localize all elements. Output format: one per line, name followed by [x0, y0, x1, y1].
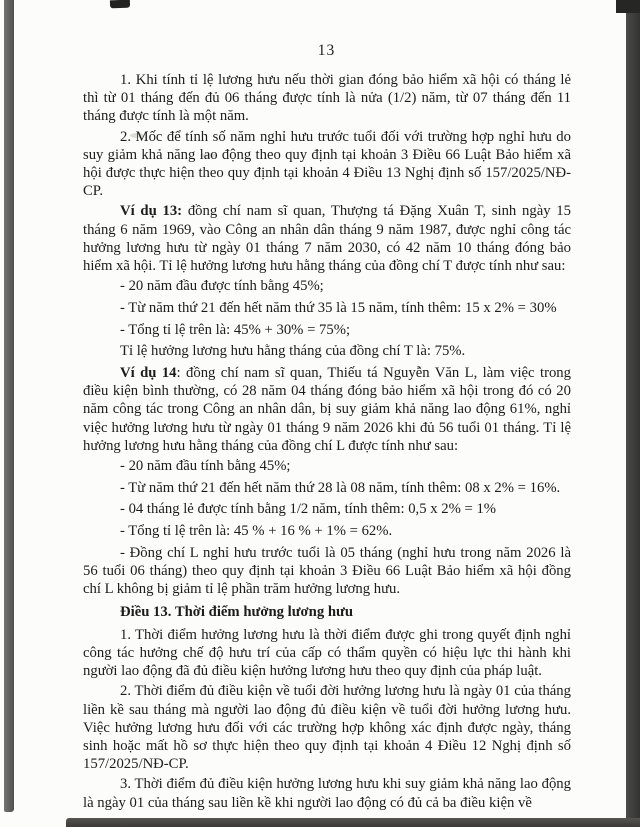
- scan-mark-top-right: [616, 0, 640, 13]
- paragraph-early-retirement-note-l: - Đồng chí L nghỉ hưu trước tuổi là 05 tháng (nghỉ hưu trong năm 2026 là 56 tuổi 06 tháng) theo quy định tại khoản 3 Điều 66 Luật Bảo hiểm xã hội đồng chí L không bị giảm tỉ lệ phần trăm hưởng lương hưu.: [83, 544, 571, 598]
- calc-line-total-rate-t: - Tổng tỉ lệ trên là: 45% + 30% = 75%;: [120, 321, 351, 338]
- scan-mark-top-left: [110, 0, 130, 8]
- paragraph-article13-clause-2: 2. Thời điểm đủ điều kiện về tuổi đời hưởng lương hưu là ngày 01 của tháng liền kề sau tháng mà người lao động đủ điều kiện về tuổi đời hưởng lương hưu. Việc hưởng lương hưu đối với các trường hợp không xác định được ngày, tháng sinh hoặc mất hồ sơ thực hiện theo quy định tại khoản 4 Điều 12 Nghị định số 157/2025/NĐ-CP.: [83, 683, 571, 773]
- calc-line-odd-months-l: - 04 tháng lẻ được tính bằng 1/2 năm, tính thêm: 0,5 x 2% = 1%: [120, 501, 497, 518]
- calc-line-first-20-years-t: - 20 năm đầu được tính bằng 45%;: [120, 278, 324, 295]
- example-14-text: : đồng chí nam sĩ quan, Thiếu tá Nguyễn Văn L, làm việc trong điều kiện bình thường, có 28 năm 04 tháng đóng bảo hiểm xã hội trong đó có 20 năm công tác trong Công an nhân dân, bị suy giảm khả năng lao động 61%, nghỉ việc hưởng lương hưu từ ngày 01 tháng 9 năm 2026 khi đủ 56 tuổi 01 tháng. Tỉ lệ hưởng lương hưu hằng tháng của đồng chí L được tính như sau:: [83, 365, 571, 454]
- page-number: 13: [317, 42, 336, 59]
- scan-edge-right: [626, 6, 640, 827]
- example-13-text: đồng chí nam sĩ quan, Thượng tá Đặng Xuân T, sinh ngày 15 tháng 6 năm 1969, vào Công an nhân dân tháng 9 năm 1987, được nghỉ công tác hưởng lương hưu từ ngày 01 tháng 7 năm 2030, có 42 năm 10 tháng đóng bảo hiểm xã hội. Tỉ lệ hưởng lương hưu hằng tháng của đồng chí T được tính như sau:: [83, 203, 571, 275]
- calc-line-years-21-28-l: - Từ năm thứ 21 đến hết năm thứ 28 là 08 năm, tính thêm: 08 x 2% = 16%.: [120, 479, 561, 496]
- calc-line-total-rate-l: - Tổng tỉ lệ trên là: 45 % + 16 % + 1% = 62%.: [120, 523, 393, 540]
- paragraph-month-rounding-rule: 1. Khi tính tỉ lệ lương hưu nếu thời gian đóng bảo hiểm xã hội có tháng lẻ thì từ 01 tháng đến đủ 06 tháng được tính là nửa (1/2) năm, từ 07 tháng đến 11 tháng được tính là một năm.: [83, 72, 571, 125]
- document-body: [83, 71, 571, 814]
- example-13-paragraph: [83, 202, 571, 275]
- paragraph-article13-clause-1: 1. Thời điểm hưởng lương hưu là thời điểm được ghi trong quyết định nghỉ công tác hưởng chế độ hưu trí của cấp có thẩm quyền có hiệu lực thi hành khi người lao động đã đủ điều kiện hưởng lương hưu theo quy định của pháp luật.: [83, 626, 571, 680]
- paragraph-article13-clause-3: 3. Thời điểm đủ điều kiện hưởng lương hưu khi suy giảm khả năng lao động là ngày 01 của tháng sau liền kề khi người lao động có đủ cả ba điều kiện về: [83, 776, 571, 811]
- article-13-heading: Điều 13. Thời điểm hưởng lương hưu: [120, 604, 353, 621]
- calc-line-monthly-rate-t: Tỉ lệ hưởng lương hưu hằng tháng của đồng chí T là: 75%.: [120, 343, 466, 360]
- example-14-paragraph: [83, 364, 571, 455]
- example-14-label: Ví dụ 14: [120, 365, 177, 382]
- calc-line-years-21-35-t: - Từ năm thứ 21 đến hết năm thứ 35 là 15 năm, tính thêm: 15 x 2% = 30%: [120, 299, 557, 316]
- example-13-label: Ví dụ 13:: [120, 203, 183, 220]
- scan-edge-left: [4, 0, 14, 812]
- paragraph-early-retirement-basis: 2. Mốc để tính số năm nghỉ hưu trước tuổi đối với trường hợp nghỉ hưu do suy giảm khả năng lao động theo quy định tại khoản 3 Điều 66 Luật Bảo hiểm xã hội được thực hiện theo quy định tại khoản 4 Điều 13 Nghị định số 157/2025/NĐ-CP.: [83, 128, 571, 200]
- calc-line-first-20-years-l: - 20 năm đầu tính bằng 45%;: [120, 458, 291, 475]
- scan-edge-bottom: [66, 818, 640, 827]
